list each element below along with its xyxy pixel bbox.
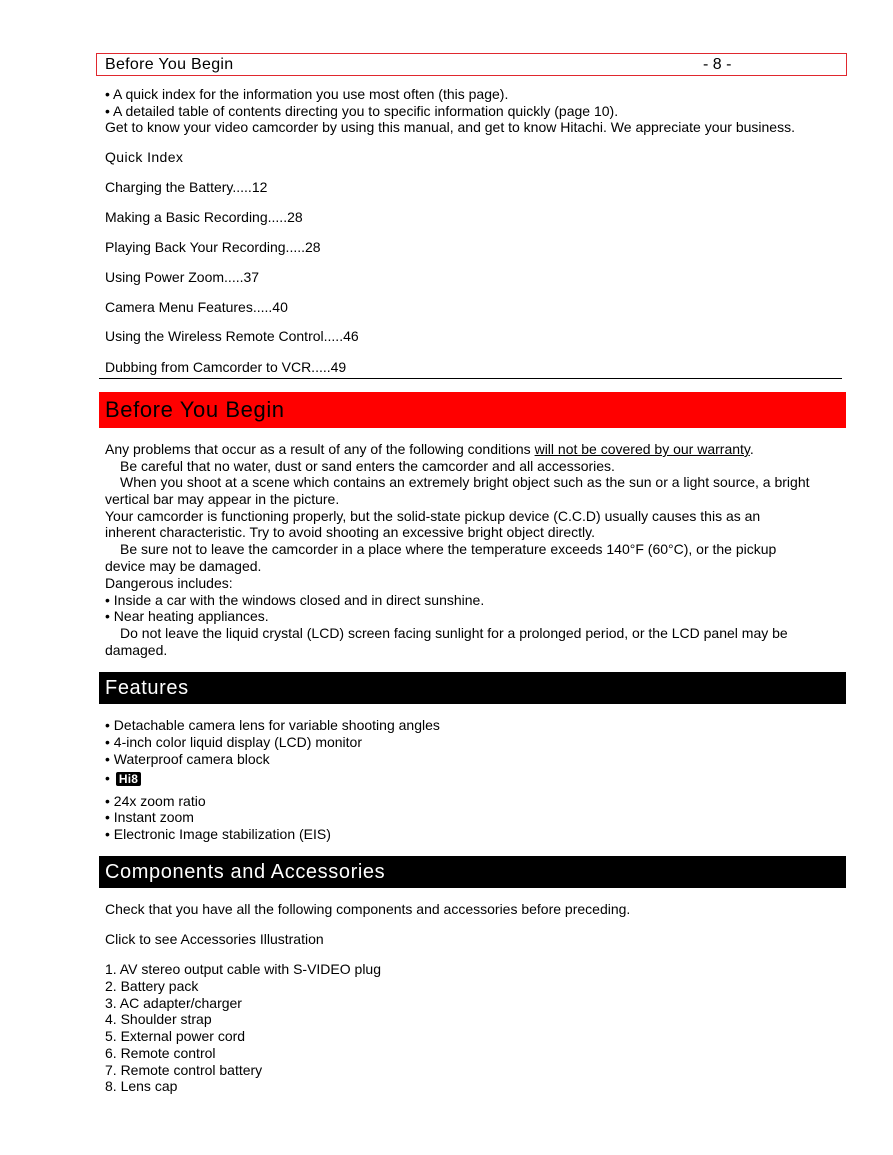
warranty-prefix: Any problems that occur as a result of any of the following conditions	[105, 441, 535, 457]
components-check-text: Check that you have all the following components and accessories before preceding.	[105, 901, 631, 917]
quick-index-item[interactable]: Making a Basic Recording.....28	[105, 209, 303, 225]
page-number: - 8 -	[703, 56, 732, 73]
component-item: 6. Remote control	[105, 1045, 216, 1061]
before-line: device may be damaged.	[105, 558, 262, 574]
section-heading-features: Features	[99, 672, 846, 704]
before-line: • Near heating appliances.	[105, 608, 269, 624]
hi8-logo: Hi8	[116, 772, 141, 786]
page-header	[96, 53, 847, 76]
warranty-underlined: will not be covered by our warranty	[534, 441, 750, 457]
section-heading-components: Components and Accessories	[99, 856, 846, 888]
logo-bullet: •	[105, 770, 110, 786]
intro-line: • A detailed table of contents directing you to specific information quickly (page 10).	[105, 103, 619, 119]
divider	[99, 378, 842, 379]
before-line: inherent characteristic. Try to avoid shooting an excessive bright object directly.	[105, 524, 595, 540]
feature-item: • 24x zoom ratio	[105, 793, 206, 809]
component-item: 4. Shoulder strap	[105, 1011, 212, 1027]
warranty-line	[105, 441, 754, 458]
quick-index-item[interactable]: Dubbing from Camcorder to VCR.....49	[105, 359, 347, 375]
before-line: Your camcorder is functioning properly, but the solid-state pickup device (C.C.D) usually causes this as an	[105, 508, 761, 524]
intro-line: • A quick index for the information you use most often (this page).	[105, 86, 509, 102]
component-item: 5. External power cord	[105, 1028, 246, 1044]
component-item: 8. Lens cap	[105, 1078, 178, 1094]
quick-index-title: Quick Index	[105, 149, 184, 165]
before-line: • Inside a car with the windows closed and in direct sunshine.	[105, 592, 485, 608]
quick-index-item[interactable]: Playing Back Your Recording.....28	[105, 239, 321, 255]
before-line: damaged.	[105, 642, 168, 658]
before-line: vertical bar may appear in the picture.	[105, 491, 340, 507]
before-line: Be sure not to leave the camcorder in a place where the temperature exceeds 140°F (60°C), or the pickup	[120, 541, 777, 557]
intro-line: Get to know your video camcorder by using this manual, and get to know Hitachi. We appreciate your business.	[105, 119, 795, 135]
quick-index-item[interactable]: Using the Wireless Remote Control.....46	[105, 328, 359, 344]
quick-index-item[interactable]: Camera Menu Features.....40	[105, 299, 288, 315]
feature-item: • Instant zoom	[105, 809, 194, 825]
feature-item: • Electronic Image stabilization (EIS)	[105, 826, 331, 842]
component-item: 1. AV stereo output cable with S-VIDEO plug	[105, 961, 382, 977]
before-line: Dangerous includes:	[105, 575, 233, 591]
before-line: When you shoot at a scene which contains an extremely bright object such as the sun or a light source, a bright	[120, 474, 810, 490]
feature-item-logo	[105, 770, 141, 787]
component-item: 2. Battery pack	[105, 978, 199, 994]
warranty-suffix: .	[749, 441, 754, 457]
quick-index-item[interactable]: Using Power Zoom.....37	[105, 269, 260, 285]
accessories-illustration-link[interactable]: Click to see Accessories Illustration	[105, 931, 324, 947]
section-heading-before: Before You Begin	[99, 392, 846, 428]
component-item: 7. Remote control battery	[105, 1062, 263, 1078]
before-line: Be careful that no water, dust or sand enters the camcorder and all accessories.	[120, 458, 615, 474]
header-title: Before You Begin	[105, 56, 234, 73]
quick-index-item[interactable]: Charging the Battery.....12	[105, 179, 268, 195]
feature-item: • 4-inch color liquid display (LCD) monitor	[105, 734, 362, 750]
feature-item: • Detachable camera lens for variable shooting angles	[105, 717, 440, 733]
before-line: Do not leave the liquid crystal (LCD) screen facing sunlight for a prolonged period, or the LCD panel may be	[120, 625, 788, 641]
component-item: 3. AC adapter/charger	[105, 995, 242, 1011]
feature-item: • Waterproof camera block	[105, 751, 270, 767]
